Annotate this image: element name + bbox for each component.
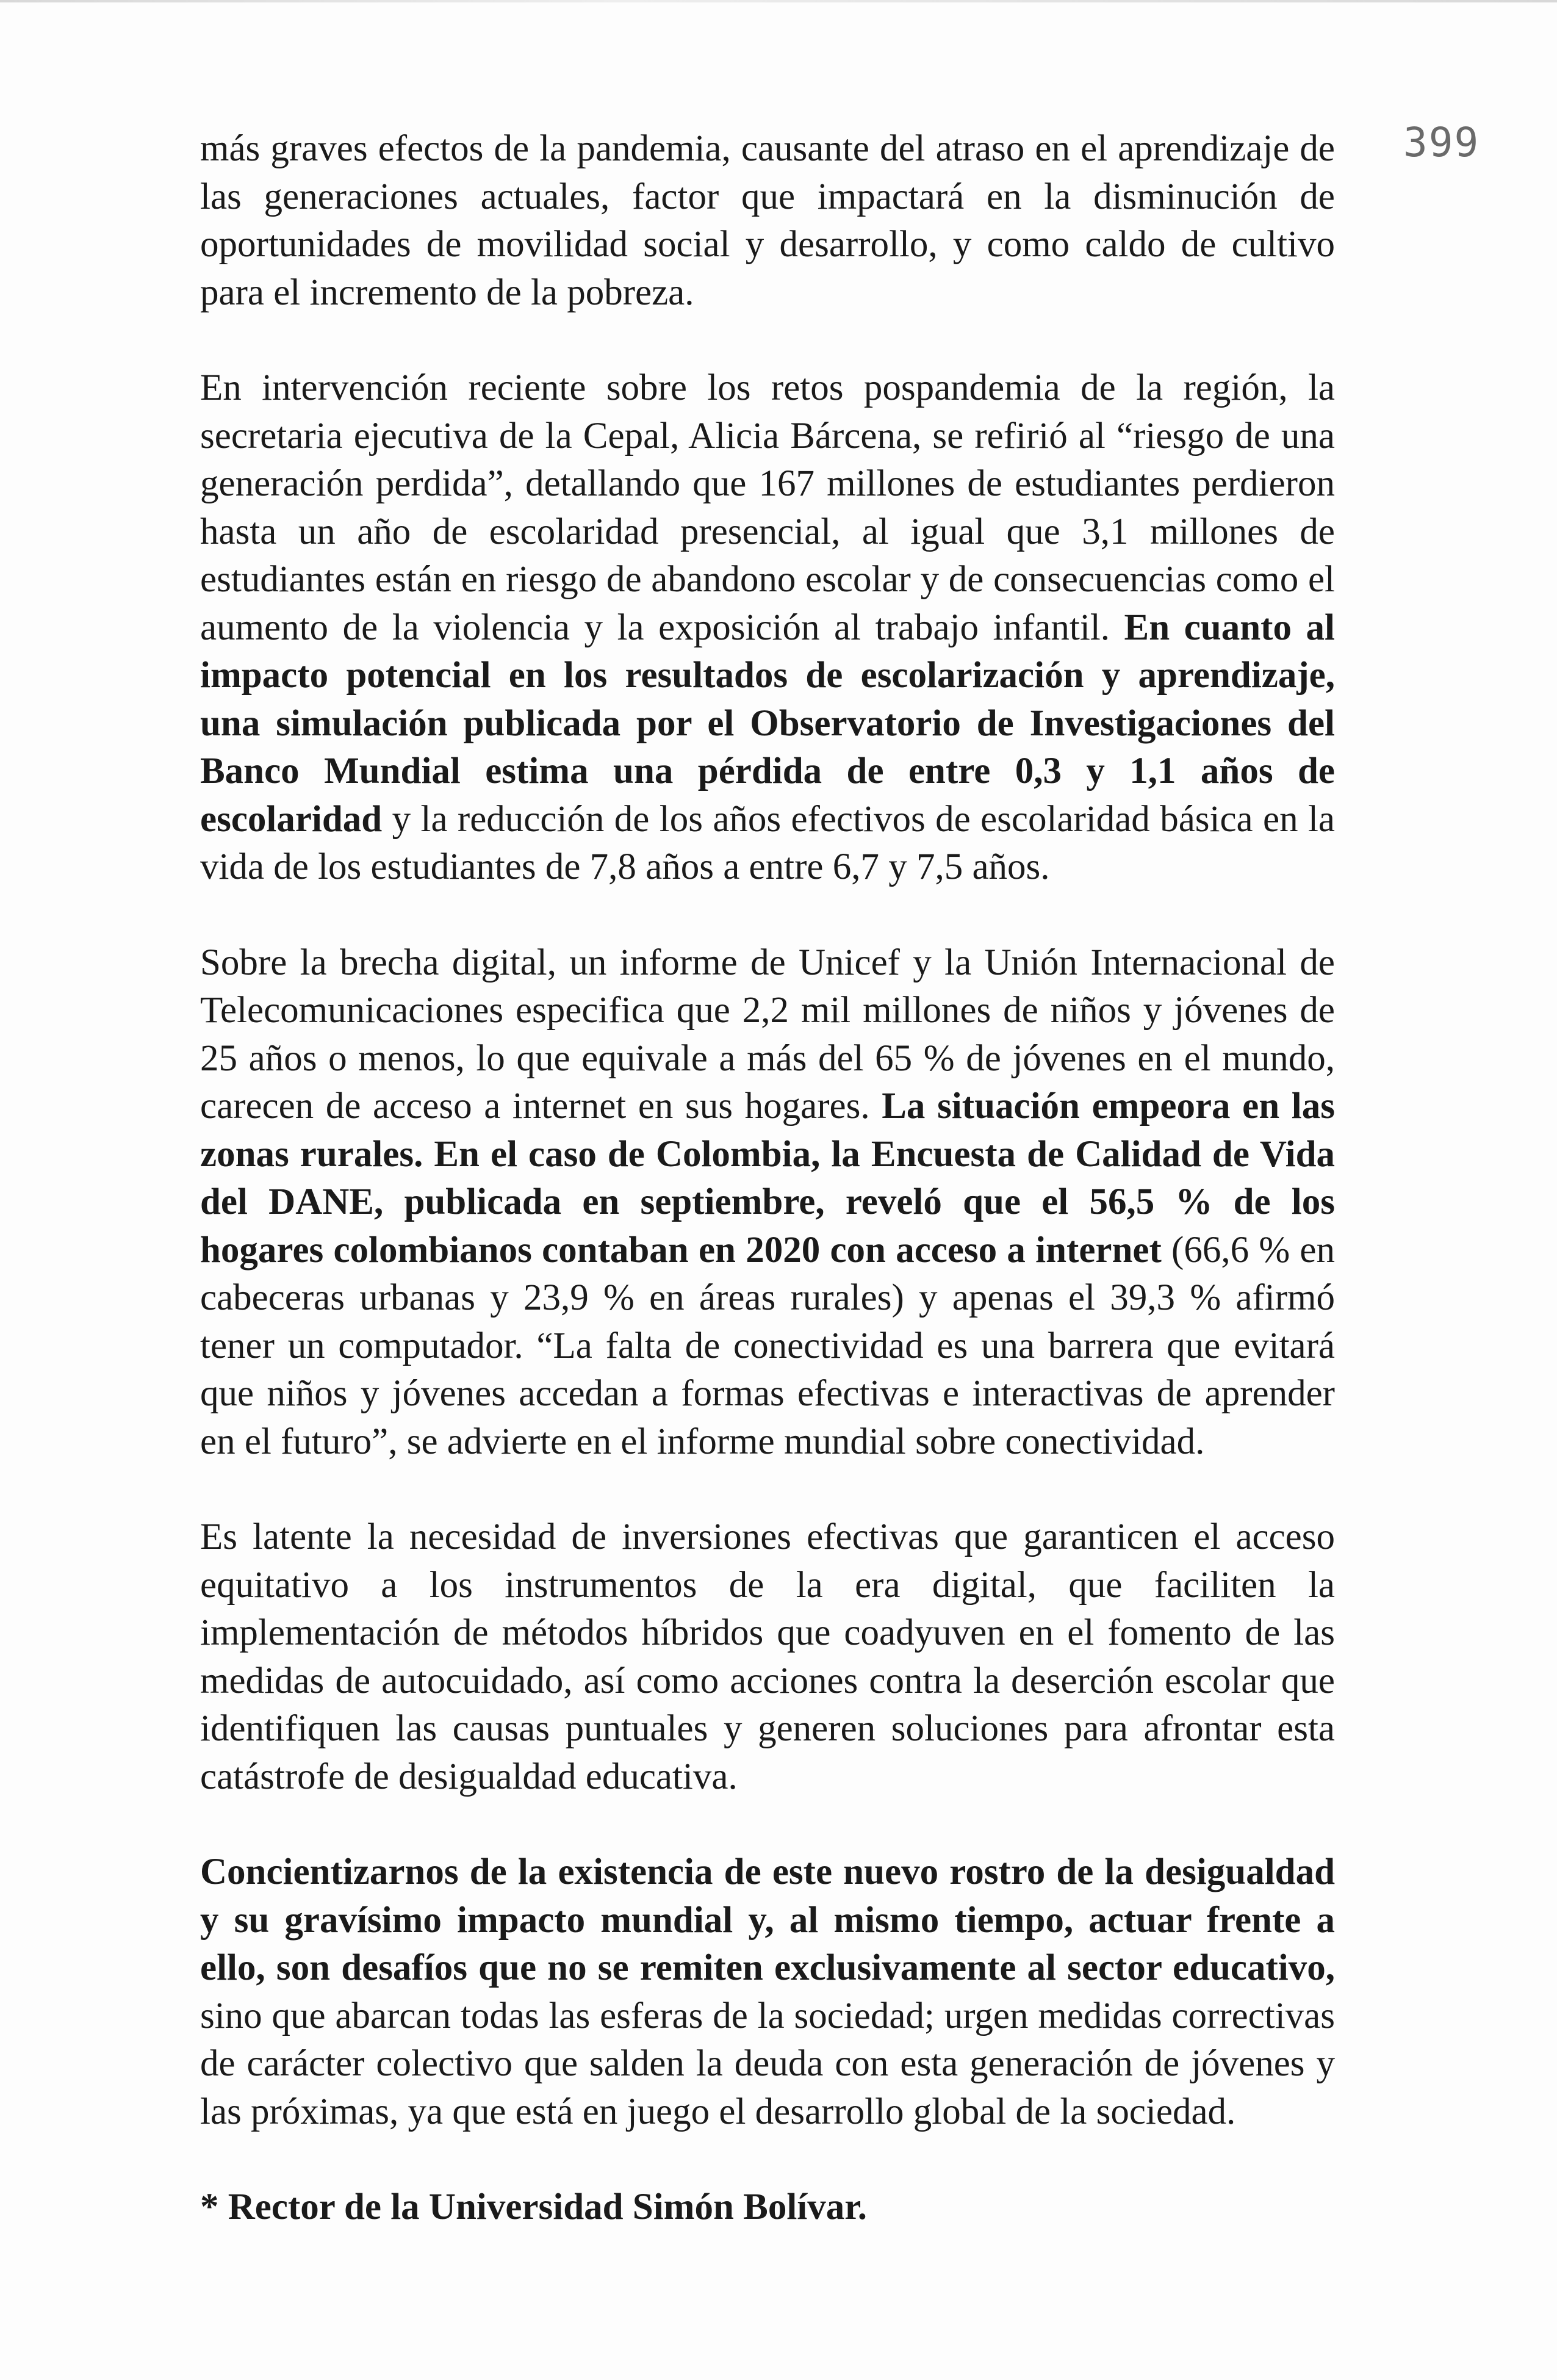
page-number: 399 (1403, 119, 1480, 166)
paragraph-1 (200, 125, 1335, 317)
bold-text-segment: En cuanto al impacto potencial en los resultados de escolarización y aprendizaje, una simulación publicada por el Observatorio de Investigaciones del Banco Mundial estima una pérdida de entre 0,3 y 1,1 años de escolaridad (200, 607, 1335, 840)
paragraph-5 (200, 1848, 1335, 2136)
text-segment: Sobre la brecha digital, un informe de Unicef y la Unión Internacional de Telecomunicaciones especifica que 2,2 mil millones de niños y jóvenes de 25 años o menos, lo que equivale a más del 65 % de jóvenes en el mundo, carecen de acceso a internet en sus hogares. (200, 942, 1335, 1127)
scan-edge (0, 0, 1557, 2)
text-segment: y la reducción de los años efectivos de escolaridad básica en la vida de los estudiantes de 7,8 años a entre 6,7 y 7,5 años. (200, 798, 1335, 887)
paragraph-4 (200, 1513, 1335, 1801)
author-signature: * Rector de la Universidad Simón Bolívar. (200, 2187, 867, 2227)
article-body (200, 125, 1335, 2232)
text-segment: Es latente la necesidad de inversiones efectivas que garanticen el acceso equitativo a los instrumentos de la era digital, que faciliten la implementación de métodos híbridos que coadyuven en el fomento de las medidas de autocuidado, así como acciones contra la deserción escolar que identifiquen las causas puntuales y generen soluciones para afrontar esta catástrofe de desigualdad educativa. (200, 1516, 1335, 1797)
text-segment: (66,6 % en cabeceras urbanas y 23,9 % en áreas rurales) y apenas el 39,3 % afirmó tener un computador. “La falta de conectividad es una barrera que evitará que niños y jóvenes accedan a formas efectivas e interactivas de aprender en el futuro”, se advierte en el informe mundial sobre conectividad. (200, 1229, 1335, 1462)
paragraph-2 (200, 364, 1335, 892)
paragraph-3 (200, 939, 1335, 1466)
text-segment: sino que abarcan todas las esferas de la sociedad; urgen medidas correctivas de carácter colectivo que salden la deuda con esta generación de jóvenes y las próximas, ya que está en juego el desarrollo global de la sociedad. (200, 1995, 1335, 2132)
bold-text-segment: La situación empeora en las zonas rurales. En el caso de Colombia, la Encuesta de Calidad de Vida del DANE, publicada en septiembre, reveló que el 56,5 % de los hogares colombianos contaban en 2020 con acceso a internet (200, 1086, 1335, 1271)
text-segment: En intervención reciente sobre los retos pospandemia de la región, la secretaria ejecutiva de la Cepal, Alicia Bárcena, se refirió al “riesgo de una generación perdida”, detallando que 167 millones de estudiantes perdieron hasta un año de escolaridad presencial, al igual que 3,1 millones de estudiantes están en riesgo de abandono escolar y de consecuencias como el aumento de la violencia y la exposición al trabajo infantil. (200, 367, 1335, 648)
bold-text-segment: Concientizarnos de la existencia de este nuevo rostro de la desigualdad y su gravísimo impacto mundial y, al mismo tiempo, actuar frente a ello, son desafíos que no se remiten exclusivamente al sector educativo, (200, 1852, 1335, 1988)
text-segment: más graves efectos de la pandemia, causante del atraso en el aprendizaje de las generaciones actuales, factor que impactará en la disminución de oportunidades de movilidad social y desarrollo, y como caldo de cultivo para el incremento de la pobreza. (200, 128, 1335, 313)
